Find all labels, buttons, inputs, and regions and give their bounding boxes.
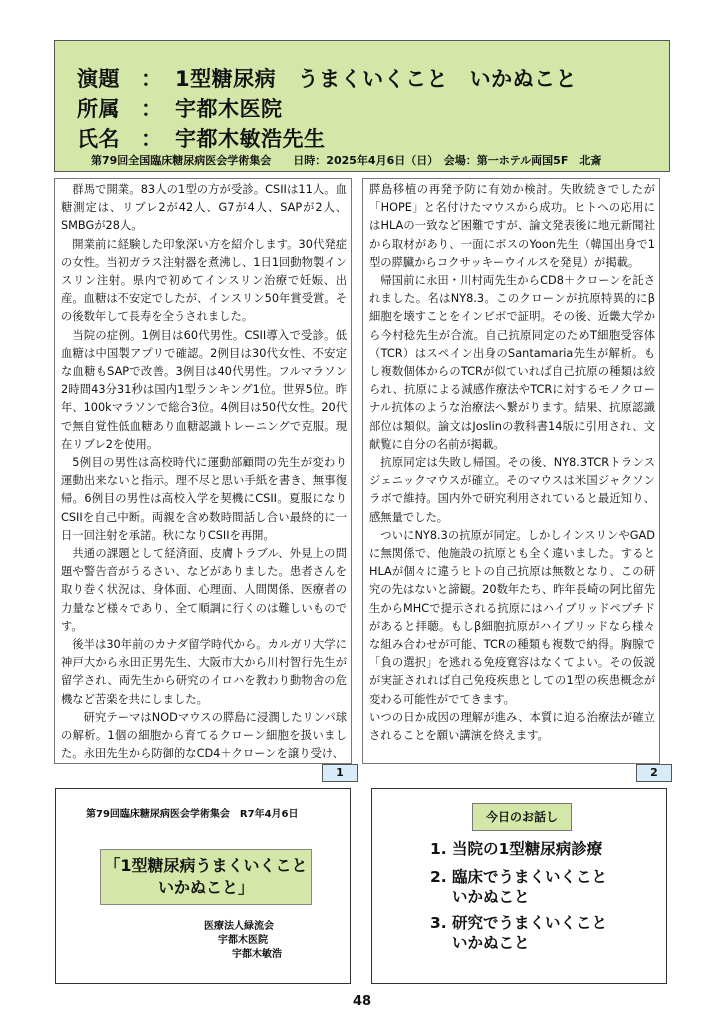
agenda-number: 2.: [430, 868, 447, 886]
agenda-text: 研究でうまくいくこと: [452, 914, 608, 932]
title-separator: ：: [141, 67, 163, 91]
slide-presenter: 宇都木敏浩: [232, 949, 282, 960]
affiliation-separator: ：: [141, 97, 163, 121]
name-label: 氏名: [77, 127, 120, 151]
lecture-title: 1型糖尿病 うまくいくこと いかぬこと: [175, 67, 578, 91]
paragraph: 当院の症例。1例目は60代男性。CSII導入で受診。低血糖は中国製アプリで確認。2例目は30代女性、不安定な血糖もSAPで改善。3例目は40代男性。フルマラソン2時間43分31秒は国内1型ランキング1位。世界5位。昨年、100kマラソンで総合3位。4例目は50代女性。20代で無自覚性低血糖あり血糖認識トレーニングで克服。現在リブレ2を使用。: [61, 328, 347, 451]
affiliation: 宇都木医院: [175, 97, 283, 121]
paragraph: 開業前に経験した印象深い方を紹介します。30代発症の女性。当初ガラス注射器を煮沸し、1日1回動物製インスリン注射。県内で初めてインスリン治療で妊娠、出産。血糖は不安定でしたが、インスリン50年賞受賞。その後数年して長寿を全うされました。: [61, 237, 347, 324]
lecture-header: [54, 40, 670, 172]
affiliation-line: [77, 93, 283, 123]
text-column-left: [54, 178, 352, 764]
agenda-text: 臨床でうまくいくこと: [452, 868, 608, 886]
agenda-number: 1.: [430, 840, 447, 858]
agenda-number: 3.: [430, 914, 447, 932]
agenda-text: 当院の1型糖尿病診療: [452, 840, 603, 858]
speaker-name: 宇都木敏浩先生: [175, 127, 326, 151]
paragraph: 後半は30年前のカナダ留学時代から。カルガリ大学に神戸大から永田正男先生、大阪市大から川村智行先生が留学され、両先生から研究のイロハを教わり動物舎の危機など苦楽を共にしました。: [61, 638, 347, 706]
event-meta: 第79回全国臨床糖尿病医会学術集会 日時：2025年4月6日（日） 会場：第一ホテル両国5F 北斎: [91, 154, 602, 167]
slide-clinic: 宇都木医院: [218, 935, 268, 946]
name-line: [77, 123, 326, 153]
title-line: [77, 63, 577, 93]
paragraph: 群馬で開業。83人の1型の方が受診。CSIIは11人。血糖測定は、リブレ2が42人、G7が4人、SAPが2人、SMBGが28人。: [61, 183, 347, 233]
slide-conference: 第79回臨床糖尿病医会学術集会 R7年4月6日: [86, 809, 299, 820]
paragraph: 抗原同定は失敗し帰国。その後、NY8.3TCRトランスジェニックマウスが確立。そのマウスは米国ジャクソンラボで維持。国内外で研究利用されていると最近知り、感無量でした。: [369, 456, 655, 524]
panel-number-1: 1: [322, 764, 358, 782]
agenda-text-cont: いかぬこと: [452, 934, 530, 952]
paragraph: 研究テーマはNODマウスの膵島に浸潤したリンパ球の解析。1個の細胞から育てるクローン細胞を扱いました。永田先生から防御的なCD4＋クローンを譲り受け、: [61, 710, 347, 761]
paragraph: 5例目の男性は高校時代に運動部顧問の先生が変わり運動出来ないと指示。理不尽と思い手紙を書き、無事復帰。6例目の男性は高校入学を契機にCSII。夏服になりCSIIを自己中断。両親を含め数時間話し合い最終的に一日一回注射を承諾。秋になりCSIIを再開。: [61, 456, 347, 542]
affiliation-label: 所属: [77, 97, 120, 121]
slide-title-line2: いかぬこと」: [157, 878, 254, 897]
agenda-item: [430, 913, 607, 953]
title-label: 演題: [77, 67, 120, 91]
agenda-tag: 今日のお話し: [472, 803, 572, 831]
name-separator: ：: [141, 127, 163, 151]
paragraph: いつの日か成因の理解が進み、本質に迫る治療法が確立されることを願い講演を終えます。: [369, 710, 655, 743]
agenda-text-cont: いかぬこと: [452, 888, 530, 906]
text-column-right: [362, 178, 660, 764]
paragraph: 帰国前に永田・川村両先生からCD8＋クローンを託されました。名はNY8.3。このクローンが抗原特異的にβ細胞を壊すことをインビボで証明。その後、近畿大学から今村稔先生が合流。自己抗原同定のためT細胞受容体（TCR）はスペイン出身のSantamaria先生が解析。もし複数個体からのTCRが似ていれば自己抗原の種類は絞られ、抗原による減感作療法やTCRに対するモノクローナル抗体のような治療法へ繋がります。結果、抗原認識部位は類似。論文はJoslinの教科書14版に引用され、文献覧に自分の名前が掲載。: [369, 274, 655, 451]
slide-title: [55, 788, 351, 984]
agenda-item: [430, 867, 607, 907]
slide-title-box: [100, 849, 312, 905]
agenda-item: [430, 839, 602, 859]
panel-number-2: 2: [636, 764, 672, 782]
paragraph: ついにNY8.3の抗原が同定。しかしインスリンやGADに無関係で、他施設の抗原とも全く違いました。するとHLAが個々に違うヒトの自己抗原は無数となり、この研究の先はないと諦観。20数年たち、昨年長崎の阿比留先生からMHCで提示される抗原にはハイブリッドペプチドがあると拝聴。もしβ細胞抗原がハイブリッドなら様々な組み合わせが可能、TCRの種類も複数で納得。胸腺で「負の選択」を逃れる免疫寛容はなくてよい。その仮説が実証されれば自己免疫疾患としての1型の疾患概念が変わる可能性がでてきます。: [369, 528, 655, 706]
slide-title-line1: 「1型糖尿病うまくいくこと: [104, 856, 308, 875]
page-number: 48: [352, 994, 372, 1009]
paragraph: 共通の課題として経済面、皮膚トラブル、外見上の問題や警告音がうるさい、などがありました。患者さんを取り巻く状況は、身体面、心理面、人間関係、医療者の力量など様々であり、全て順調に行くのは難しいものです。: [61, 547, 347, 633]
slide-org: 医療法人緑流会: [204, 921, 274, 932]
paragraph: 膵島移植の再発予防に有効か検討。失敗続きでしたが「HOPE」と名付けたマウスから成功。ヒトへの応用にはHLAの一致など困難ですが、論文発表後に地元新聞社から取材があり、一面にボスのYoon先生（韓国出身で1型の膵臓からコクサッキーウイルスを発見）が掲載。: [369, 183, 655, 269]
slide-agenda: [371, 788, 667, 984]
